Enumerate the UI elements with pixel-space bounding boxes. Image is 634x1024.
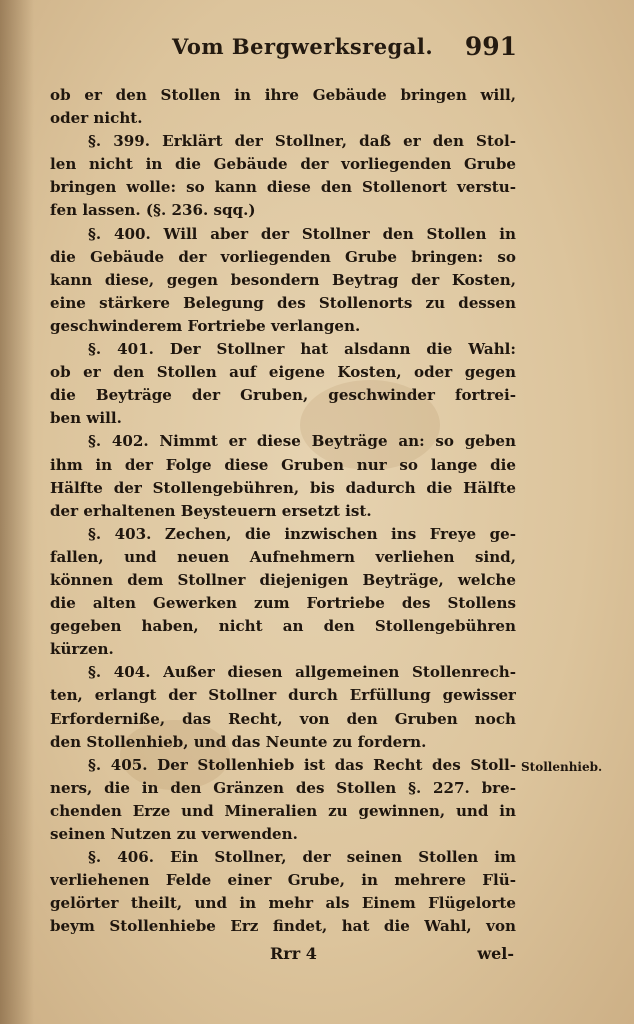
margin-note: Stollenhieb. bbox=[521, 760, 603, 774]
text-line: geschwinderem Fortriebe verlangen. bbox=[50, 316, 361, 335]
text-line: den Stollenhieb, und das Neunte zu fordern. bbox=[50, 732, 427, 751]
text-line: ob er den Stollen auf eigene Kosten, oder gegen bbox=[50, 363, 516, 382]
text-line: Erforderniße, das Recht, von den Gruben noch bbox=[50, 709, 516, 728]
catchword: wel- bbox=[477, 944, 514, 963]
text-line: der erhaltenen Beysteuern ersetzt ist. bbox=[50, 501, 372, 520]
text-line: oder nicht. bbox=[50, 109, 143, 128]
text-line: len nicht in die Gebäude der vorliegenden Grube bbox=[50, 155, 516, 174]
text-line: ob er den Stollen in ihre Gebäude bringen will, bbox=[50, 86, 516, 104]
paragraph-406-start: §. 406. Ein Stollner, der seinen Stollen im bbox=[88, 848, 516, 867]
text-line: kann diese, gegen besondern Beytrag der Kosten, bbox=[50, 270, 516, 289]
paragraph-402-start: §. 402. Nimmt er diese Beyträge an: so geben bbox=[88, 432, 516, 451]
text-line: gelörter theilt, und in mehr als Einem Flügelorte bbox=[50, 894, 516, 913]
text-line: ihm in der Folge diese Gruben nur so lange die bbox=[50, 455, 516, 474]
text-line: eine stärkere Belegung des Stollenorts zu dessen bbox=[50, 293, 516, 312]
binding-shadow bbox=[0, 0, 34, 1024]
text-line: ten, erlangt der Stollner durch Erfüllung gewisser bbox=[50, 686, 516, 705]
text-line: die Gebäude der vorliegenden Grube bringen: so bbox=[50, 247, 516, 266]
text-line: gegeben haben, nicht an den Stollengebühren bbox=[50, 617, 516, 636]
text-line: können dem Stollner diejenigen Beyträge, welche bbox=[50, 570, 516, 589]
text-line: die alten Gewerken zum Fortriebe des Stollens bbox=[50, 594, 516, 613]
body-text bbox=[50, 84, 516, 938]
text-line: kürzen. bbox=[50, 640, 114, 659]
text-line: fallen, und neuen Aufnehmern verliehen sind, bbox=[50, 547, 516, 566]
text-line: beym Stollenhiebe Erz findet, hat die Wahl, von bbox=[50, 917, 516, 936]
paragraph-401-start: §. 401. Der Stollner hat alsdann die Wahl: bbox=[88, 340, 516, 359]
paragraph-405-start: §. 405. Der Stollenhieb ist das Recht des Stoll- bbox=[88, 755, 516, 774]
text-line: bringen wolle: so kann diese den Stollenort verstu- bbox=[50, 178, 516, 197]
paragraph-403-start: §. 403. Zechen, die inzwischen ins Freye ge- bbox=[88, 524, 516, 543]
text-line: ners, die in den Gränzen des Stollen §. 227. bre- bbox=[50, 778, 516, 797]
text-line: die Beyträge der Gruben, geschwinder fortrei- bbox=[50, 386, 516, 405]
signature-mark: Rrr 4 bbox=[270, 944, 317, 963]
page-number: 991 bbox=[464, 32, 517, 61]
running-title: Vom Bergwerksregal. bbox=[172, 34, 434, 59]
text-line: verliehenen Felde einer Grube, in mehrere Flü- bbox=[50, 871, 516, 890]
text-line: Hälfte der Stollengebühren, bis dadurch die Hälfte bbox=[50, 478, 516, 497]
paragraph-399-start: §. 399. Erklärt der Stollner, daß er den Stol- bbox=[88, 132, 516, 151]
text-line: seinen Nutzen zu verwenden. bbox=[50, 825, 298, 843]
paragraph-400-start: §. 400. Will aber der Stollner den Stollen in bbox=[88, 224, 516, 243]
page-header bbox=[52, 34, 517, 68]
text-line: fen lassen. (§. 236. sqq.) bbox=[50, 201, 256, 220]
text-line: chenden Erze und Mineralien zu gewinnen, und in bbox=[50, 801, 516, 820]
text-line: ben will. bbox=[50, 409, 122, 428]
paragraph-404-start: §. 404. Außer diesen allgemeinen Stollenrech- bbox=[88, 663, 516, 682]
